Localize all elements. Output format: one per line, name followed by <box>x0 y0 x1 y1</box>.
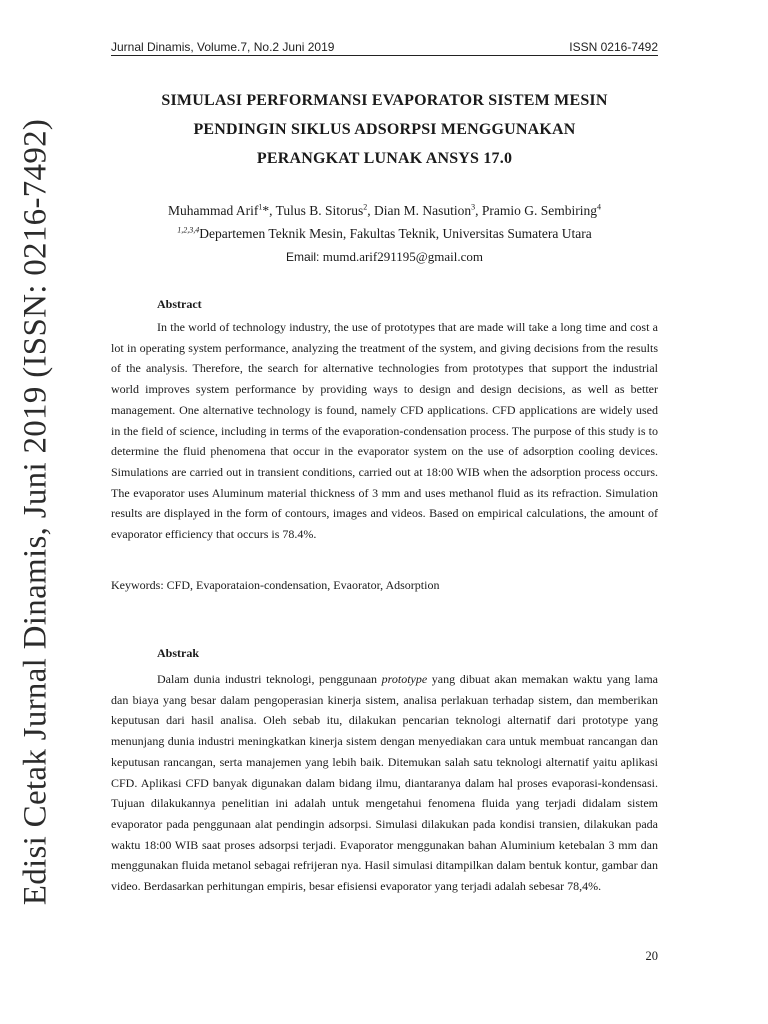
author-sep: , <box>367 203 375 218</box>
author-name: Muhammad Arif <box>167 203 259 218</box>
abstrak-italic-term: prototype <box>381 672 428 686</box>
abstrak-body <box>111 669 658 897</box>
abstrak-title: Abstrak <box>157 646 200 660</box>
title-line-1: SIMULASI PERFORMANSI EVAPORATOR SISTEM MESIN <box>161 92 608 109</box>
page-number: 20 <box>645 949 658 963</box>
author-sup: 1 <box>258 202 263 212</box>
author-sup: 3 <box>471 202 476 212</box>
abstrak-text-1: Dalam dunia industri teknologi, penggunaan <box>157 672 382 686</box>
author-name: Pramio G. Sembiring <box>481 203 598 218</box>
abstract-text: In the world of technology industry, the use of prototypes that are made will take a long time and cost a lot in operating system performance, analyzing the treatment of the system, and giving decisions from the results of the analysis. Therefore, the search for alternative technologies from prototypes that support the industrial world improves system performance by providing ways to design and design decisions, as well as better management. One alternative technology is found, namely CFD applications. CFD applications are widely used in the field of science, including in terms of the evaporation-condensation process. The purpose of this study is to determine the fluid phenomena that occur in the evaporator system on the use of adsorption cooling devices. Simulations are carried out in transient conditions, carried out at 18:00 WIB when the adsorption process occurs. The evaporator uses Aluminum material thickness of 3 mm and uses methanol fluid as its refraction. Simulation results are displayed in the form of contours, images and videos. Based on empirical calculations, the amount of evaporator efficiency that occurs is 78.4%. <box>111 320 658 542</box>
keywords: Keywords: CFD, Evaporataion-condensation, Evaorator, Adsorption <box>111 578 440 592</box>
email-label: Email: <box>286 250 323 264</box>
author-sep: , <box>475 203 482 218</box>
affiliation <box>111 226 658 242</box>
abstract-title: Abstract <box>157 297 202 311</box>
journal-info: Jurnal Dinamis, Volume.7, No.2 Juni 2019 <box>111 40 335 54</box>
author-list <box>111 203 658 219</box>
running-header <box>111 40 658 56</box>
email-address[interactable]: mumd.arif291195@gmail.com <box>322 249 483 264</box>
author-sup: 4 <box>597 202 602 212</box>
side-edition-text: Edisi Cetak Jurnal Dinamis, Juni 2019 (ISSN: 0216-7492) <box>17 118 54 906</box>
author-name: Tulus B. Sitorus <box>275 203 364 218</box>
title-line-2: PENDINGIN SIKLUS ADSORPSI MENGGUNAKAN <box>193 121 576 138</box>
email-line <box>111 249 658 265</box>
issn-label: ISSN 0216-7492 <box>569 40 658 54</box>
author-sep: *, <box>262 203 276 218</box>
abstract-body <box>111 317 658 545</box>
author-sup: 2 <box>363 202 368 212</box>
affiliation-text: Departemen Teknik Mesin, Fakultas Teknik, Universitas Sumatera Utara <box>199 226 592 241</box>
title-line-3: PERANGKAT LUNAK ANSYS 17.0 <box>256 150 513 167</box>
author-name: Dian M. Nasution <box>374 203 472 218</box>
affiliation-sup: 1,2,3,4 <box>177 225 200 235</box>
paper-title <box>111 86 658 173</box>
abstrak-text-2: yang dibuat akan memakan waktu yang lama dan biaya yang besar dalam pengoperasian kinerja sistem, analisa perlakuan terhadap sistem, dan memberikan keputusan dari hasil analisa. Oleh sebab itu, dilakukan pencarian teknologi alternatif dari prototype yang menunjang dunia industri meningkatkan kinerja sistem dengan menyediakan cara untuk membuat rancangan dan keputusan rancangan, serta manajemen yang lebih baik. Ditemukan salah satu teknologi alternatif yaitu aplikasi CFD. Aplikasi CFD banyak digunakan dalam bidang ilmu, diantaranya dalam hal proses evaporasi-kondensasi. Tujuan dilakukannya penelitian ini adalah untuk mengetahui fenomena fluida yang terjadi didalam sistem evaporator pada penggunaan alat pendingin adsorpsi. Simulasi dilakukan pada kondisi transien, dilakukan pada waktu 18:00 WIB saat proses adsorpsi terjadi. Evaporator menggunakan bahan Aluminium ketebalan 3 mm dan menggunakan fluida metanol sebagai refrijeran nya. Hasil simulasi ditampilkan dalam bentuk kontur, gambar dan video. Berdasarkan perhitungan empiris, besar efisiensi evaporator yang terjadi adalah sebesar 78,4%. <box>111 672 658 894</box>
